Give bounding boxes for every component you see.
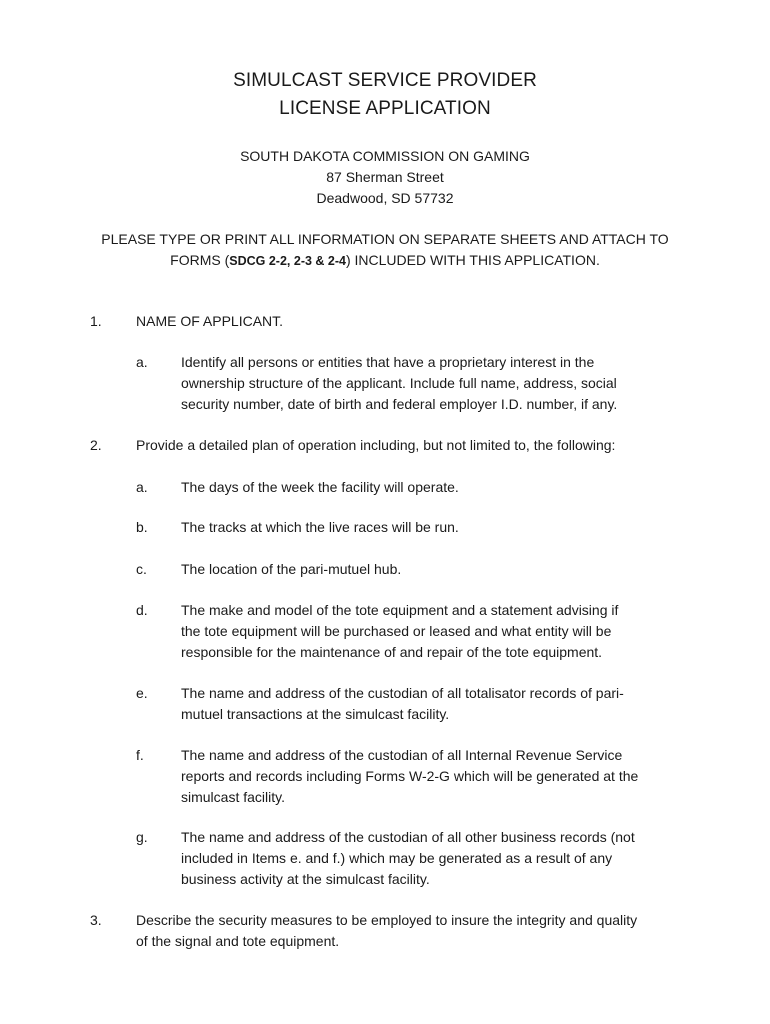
- item-2e-line: The name and address of the custodian of all totalisator records of pari-: [181, 685, 624, 701]
- item-2e-letter: e.: [136, 685, 148, 701]
- item-2a-letter: a.: [136, 479, 148, 495]
- item-2g-letter: g.: [136, 829, 148, 845]
- item-2f-line: reports and records including Forms W-2-G which will be generated at the: [181, 768, 639, 784]
- item-2g-line: included in Items e. and f.) which may be generated as a result of any: [181, 850, 613, 866]
- item-2b-text: [181, 517, 686, 538]
- item-1a-line: Identify all persons or entities that have a proprietary interest in the: [181, 354, 595, 370]
- item-1a-line: security number, date of birth and federal employer I.D. number, if any.: [181, 396, 618, 412]
- item-2f-line: simulcast facility.: [181, 789, 285, 805]
- item-2g-line: The name and address of the custodian of all other business records (not: [181, 829, 635, 845]
- item-2c-text: [181, 559, 686, 580]
- item-2f-line: The name and address of the custodian of all Internal Revenue Service: [181, 747, 623, 763]
- agency-city: Deadwood, SD 57732: [316, 190, 454, 206]
- item-2g-text: [181, 827, 686, 890]
- item-3-text: [136, 910, 696, 952]
- item-2e-line: mutuel transactions at the simulcast facility.: [181, 706, 450, 722]
- item-2e-text: [181, 683, 686, 725]
- item-1a-line: ownership structure of the applicant. Include full name, address, social: [181, 375, 617, 391]
- item-2d-line: the tote equipment will be purchased or leased and what entity will be: [181, 623, 612, 639]
- instructions-line-2: [0, 250, 770, 271]
- item-2b-letter: b.: [136, 519, 148, 535]
- item-2a-line: The days of the week the facility will operate.: [181, 479, 459, 495]
- item-3-number: 3.: [90, 912, 102, 928]
- instructions-line-1: PLEASE TYPE OR PRINT ALL INFORMATION ON SEPARATE SHEETS AND ATTACH TO: [101, 231, 669, 247]
- item-1-number: 1.: [90, 313, 102, 329]
- item-1a-text: [181, 352, 686, 415]
- item-2f-text: [181, 745, 686, 808]
- instructions-form-numbers: SDCG 2-2, 2-3 & 2-4: [229, 254, 346, 268]
- document-title-line-2: LICENSE APPLICATION: [279, 98, 491, 119]
- item-2c-line: The location of the pari-mutuel hub.: [181, 561, 402, 577]
- item-1-text: NAME OF APPLICANT.: [136, 313, 284, 329]
- document-title-line-1: SIMULCAST SERVICE PROVIDER: [233, 70, 537, 91]
- item-3-line: of the signal and tote equipment.: [136, 933, 340, 949]
- agency-street: 87 Sherman Street: [326, 169, 444, 185]
- item-2d-line: responsible for the maintenance of and repair of the tote equipment.: [181, 644, 603, 660]
- item-2d-letter: d.: [136, 602, 148, 618]
- item-2g-line: business activity at the simulcast facility.: [181, 871, 430, 887]
- item-2f-letter: f.: [136, 747, 144, 763]
- item-2b-line: The tracks at which the live races will be run.: [181, 519, 459, 535]
- item-3-line: Describe the security measures to be employed to insure the integrity and quality: [136, 912, 638, 928]
- instructions-forms-prefix: FORMS (: [170, 252, 230, 268]
- agency-name: SOUTH DAKOTA COMMISSION ON GAMING: [240, 148, 530, 164]
- item-2d-line: The make and model of the tote equipment and a statement advising if: [181, 602, 619, 618]
- item-2-number: 2.: [90, 437, 102, 453]
- item-2d-text: [181, 600, 686, 663]
- item-2a-text: [181, 477, 686, 498]
- item-2-text: Provide a detailed plan of operation including, but not limited to, the following:: [136, 437, 616, 453]
- item-1a-letter: a.: [136, 354, 148, 370]
- item-2c-letter: c.: [136, 561, 147, 577]
- instructions-forms-suffix: ) INCLUDED WITH THIS APPLICATION.: [345, 252, 600, 268]
